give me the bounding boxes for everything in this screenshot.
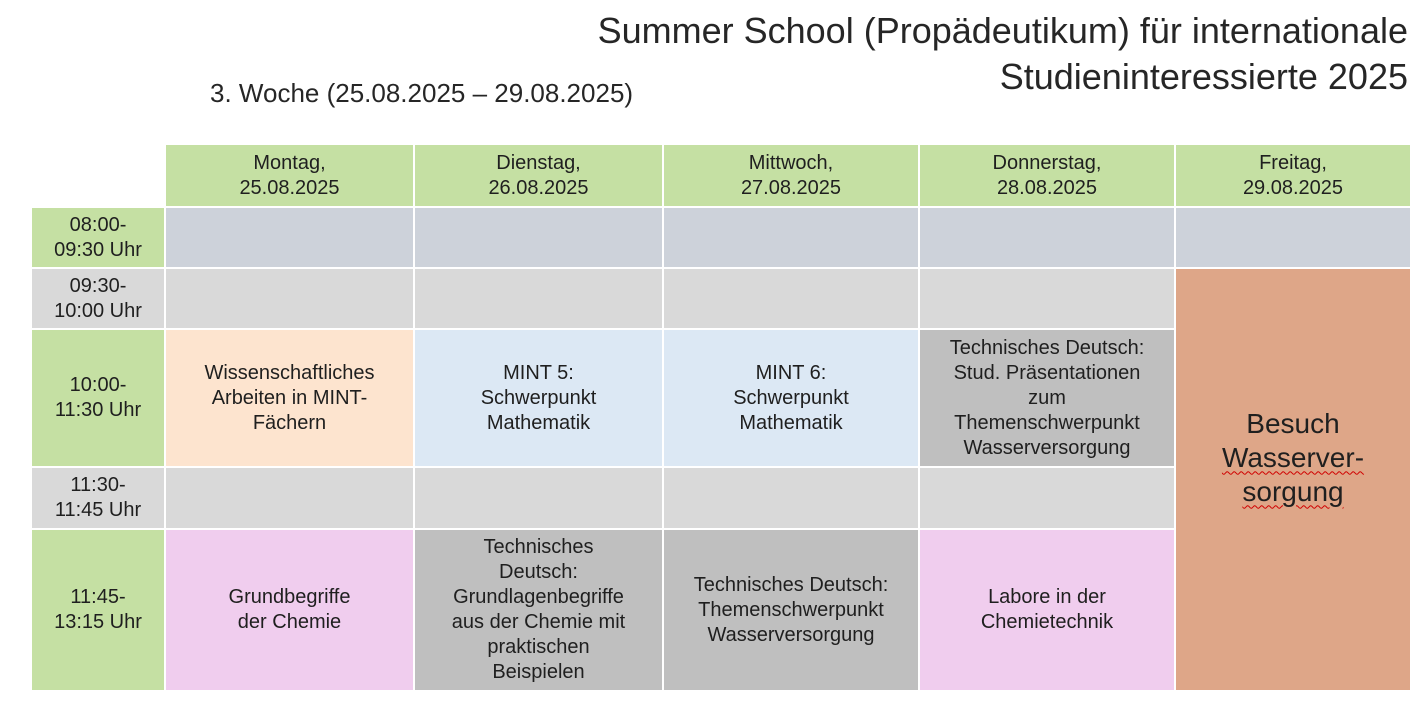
session-line: praktischen xyxy=(487,636,590,658)
day-date: 25.08.2025 xyxy=(239,176,340,199)
empty-cell xyxy=(1175,207,1411,268)
session-wed-1000 xyxy=(663,329,919,467)
spellcheck-word: sorgung xyxy=(1242,475,1344,507)
day-header-thursday xyxy=(919,144,1175,207)
session-thu-1145 xyxy=(919,529,1175,691)
time-end: 10:00 Uhr xyxy=(54,299,142,322)
empty-cell xyxy=(165,207,414,268)
time-end: 09:30 Uhr xyxy=(54,238,142,261)
session-line: Chemietechnik xyxy=(980,611,1114,633)
day-name: Donnerstag, xyxy=(992,151,1102,174)
day-date: 28.08.2025 xyxy=(996,176,1098,199)
empty-cell xyxy=(663,207,919,268)
session-mon-1000 xyxy=(165,329,414,467)
session-line: Schwerpunkt xyxy=(480,386,597,409)
session-line: Stud. Präsentationen xyxy=(953,361,1141,384)
empty-cell xyxy=(663,268,919,329)
page-title xyxy=(598,8,1408,100)
time-slot-0930 xyxy=(31,268,165,329)
empty-cell xyxy=(919,268,1175,329)
session-line: Labore in der xyxy=(988,586,1106,608)
time-start: 09:30- xyxy=(69,274,127,297)
session-line: Technisches xyxy=(483,536,594,558)
session-line: MINT 6: xyxy=(755,361,827,384)
session-line: zum xyxy=(1028,386,1066,409)
day-date: 29.08.2025 xyxy=(1242,176,1344,199)
session-line: Besuch xyxy=(1246,407,1340,439)
session-mon-1145 xyxy=(165,529,414,691)
session-line: Technisches Deutsch: xyxy=(693,573,889,596)
day-header-wednesday xyxy=(663,144,919,207)
empty-cell xyxy=(663,467,919,529)
day-date: 27.08.2025 xyxy=(740,176,842,199)
session-line: Grundbegriffe xyxy=(228,586,351,608)
empty-cell xyxy=(414,467,663,529)
week-subtitle: 3. Woche (25.08.2025 – 29.08.2025) xyxy=(210,78,634,108)
session-line: der Chemie xyxy=(237,611,342,633)
day-name: Freitag, xyxy=(1259,151,1327,174)
session-line xyxy=(1180,441,1406,475)
schedule-table xyxy=(30,143,1412,692)
title-line-1: Summer School (Propädeutikum) für internationale xyxy=(597,10,1408,51)
session-line: Schwerpunkt xyxy=(733,386,849,409)
time-slot-1130 xyxy=(31,467,165,529)
session-line: Deutsch: xyxy=(499,561,578,583)
header-row xyxy=(31,144,1411,207)
day-name: Mittwoch, xyxy=(748,151,834,174)
empty-cell xyxy=(919,467,1175,529)
time-slot-1000 xyxy=(31,329,165,467)
corner-cell xyxy=(31,144,165,207)
day-header-friday xyxy=(1175,144,1411,207)
day-header-monday xyxy=(165,144,414,207)
session-line: Wissenschaftliches xyxy=(204,361,375,384)
time-slot-1145 xyxy=(31,529,165,691)
session-line: Fächern xyxy=(252,411,327,434)
session-line: Themenschwerpunkt xyxy=(954,411,1140,434)
session-line: Wasserversorgung xyxy=(707,623,875,646)
session-line: Technisches Deutsch: xyxy=(949,336,1145,359)
time-end: 11:45 Uhr xyxy=(54,499,142,521)
session-line: MINT 5: xyxy=(503,361,574,384)
spellcheck-word: Wasserver- xyxy=(1221,441,1365,473)
session-line: Grundlagenbegriffe xyxy=(453,586,624,608)
session-tue-1145 xyxy=(414,529,663,691)
session-wed-1145 xyxy=(663,529,919,691)
session-line: Mathematik xyxy=(486,411,591,434)
session-line: Mathematik xyxy=(739,411,843,434)
time-start: 11:30- xyxy=(70,474,126,496)
empty-cell xyxy=(165,467,414,529)
empty-cell xyxy=(414,207,663,268)
time-start: 10:00- xyxy=(69,374,127,396)
session-line: Wasserversorgung xyxy=(963,436,1131,459)
row-0800 xyxy=(31,207,1411,268)
session-line xyxy=(1180,475,1406,509)
day-date: 26.08.2025 xyxy=(488,176,589,199)
spacer xyxy=(1180,509,1406,553)
day-name: Dienstag, xyxy=(496,151,581,174)
session-thu-1000 xyxy=(919,329,1175,467)
time-start: 11:45- xyxy=(70,586,126,608)
session-line: Themenschwerpunkt xyxy=(698,598,884,621)
empty-cell xyxy=(414,268,663,329)
session-line: Beispielen xyxy=(492,661,585,683)
time-start: 08:00- xyxy=(69,213,127,236)
session-line: aus der Chemie mit xyxy=(451,611,626,633)
empty-cell xyxy=(919,207,1175,268)
session-tue-1000 xyxy=(414,329,663,467)
row-0930 xyxy=(31,268,1411,329)
time-end: 11:30 Uhr xyxy=(54,399,142,421)
time-end: 13:15 Uhr xyxy=(54,611,142,633)
empty-cell xyxy=(165,268,414,329)
session-fri-besuch xyxy=(1175,268,1411,691)
session-line: Arbeiten in MINT- xyxy=(211,386,368,409)
day-header-tuesday xyxy=(414,144,663,207)
day-name: Montag, xyxy=(253,151,326,174)
title-line-2: Studieninteressierte 2025 xyxy=(999,56,1408,97)
time-slot-0800 xyxy=(31,207,165,268)
